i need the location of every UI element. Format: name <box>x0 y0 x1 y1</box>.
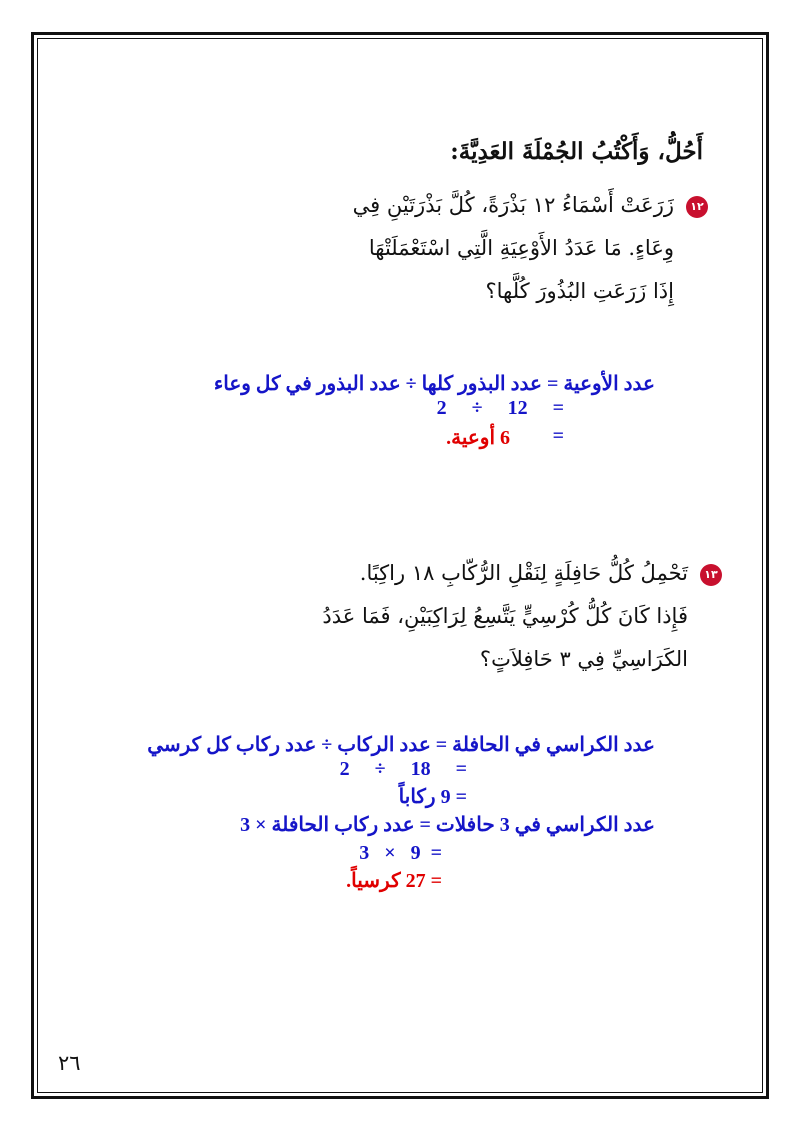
question-number-badge: ١٣ <box>700 564 722 586</box>
solution-line: عدد الأوعية = عدد البذور كلها ÷ عدد البذور في كل وعاء <box>213 373 655 395</box>
solution-line: = <box>552 425 564 447</box>
question-text-line: الكَرَاسِيِّ فِي ٣ حَافِلاَتٍ؟ <box>479 647 688 671</box>
question-text-line: وِعَاءٍ. مَا عَدَدُ الأَوْعِيَةِ الَّتِي اسْتَعْمَلَتْهَا <box>368 236 674 260</box>
solution-answer: 6 أوعية. <box>446 427 510 449</box>
section-heading: أَحُلُّ، وَأَكْتُبُ الجُمْلَةَ العَدِيَّةَ: <box>450 138 703 165</box>
question-text-line: تَحْمِلُ كُلُّ حَافِلَةٍ لِنَقْلِ الرُّكّابِ ١٨ راكِبًا. <box>359 561 688 585</box>
solution-answer: = 27 كرسياً. <box>346 870 442 892</box>
solution-line: = 12 ÷ 2 <box>436 397 564 419</box>
page-number: ٢٦ <box>58 1051 81 1075</box>
question-number-badge: ١٢ <box>686 196 708 218</box>
question-text-line: فَإِذا كَانَ كُلُّ كُرْسِيٍّ يَتَّسِعُ لِرَاكِبَيْنِ، فَمَا عَدَدُ <box>322 604 688 628</box>
solution-line: عدد الكراسي في 3 حافلات = عدد ركاب الحافلة × 3 <box>240 814 655 836</box>
question-text-line: إِذَا زَرَعَتِ البُذُورَ كُلَّها؟ <box>485 279 674 303</box>
solution-line: = 9 × 3 <box>359 842 442 864</box>
solution-line: = 18 ÷ 2 <box>339 758 467 780</box>
question-text-line: زَرَعَتْ أَسْمَاءُ ١٢ بَذْرَةً، كُلَّ بَذْرَتَيْنِ فِي <box>352 193 674 217</box>
solution-line: = 9 ركاباً <box>398 786 467 808</box>
solution-line: عدد الكراسي في الحافلة = عدد الركاب ÷ عدد ركاب كل كرسي <box>147 734 655 756</box>
